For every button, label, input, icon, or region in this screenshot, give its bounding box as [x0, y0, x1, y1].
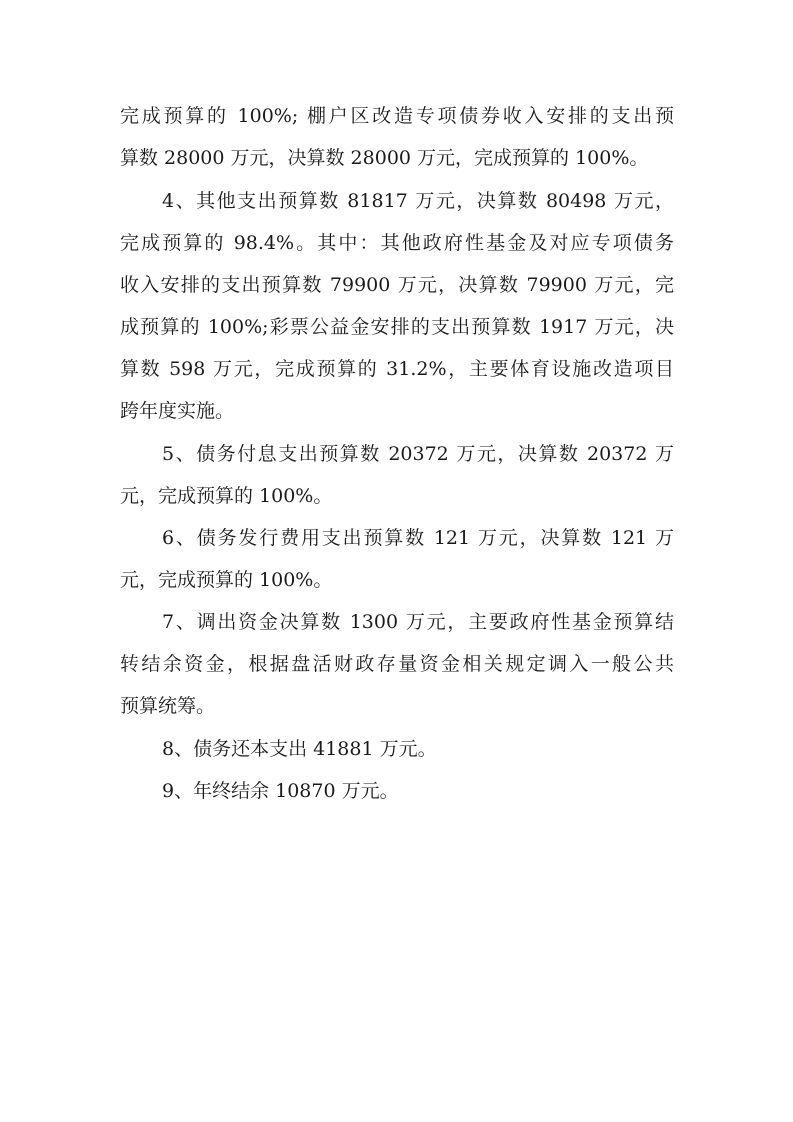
paragraph-9: 9、年终结余 10870 万元。 — [162, 780, 399, 802]
text-line: 元，完成预算的 100%。 — [120, 569, 333, 591]
text-line: 预算统筹。 — [120, 695, 216, 717]
text-line: 成预算的 100%;彩票公益金安排的支出预算数 1917 万元，决 — [120, 316, 674, 338]
text-line: 收入安排的支出预算数 79900 万元，决算数 79900 万元，完 — [120, 274, 674, 296]
text-line: 元，完成预算的 100%。 — [120, 485, 333, 507]
text-line: 完成预算的 98.4%。其中：其他政府性基金及对应专项债务 — [120, 232, 674, 254]
text-line: 算数 598 万元，完成预算的 31.2%，主要体育设施改造项目 — [120, 358, 674, 380]
text-line: 算数 28000 万元，决算数 28000 万元，完成预算的 100%。 — [120, 147, 649, 169]
paragraph-6-start: 6、债务发行费用支出预算数 121 万元，决算数 121 万 — [162, 527, 674, 549]
paragraph-7-start: 7、调出资金决算数 1300 万元，主要政府性基金预算结 — [162, 611, 674, 633]
paragraph-5-start: 5、债务付息支出预算数 20372 万元，决算数 20372 万 — [162, 443, 674, 465]
text-line: 转结余资金，根据盘活财政存量资金相关规定调入一般公共 — [120, 653, 674, 675]
paragraph-8: 8、债务还本支出 41881 万元。 — [162, 738, 437, 760]
paragraph-4-start: 4、其他支出预算数 81817 万元，决算数 80498 万元， — [162, 190, 674, 212]
text-line: 跨年度实施。 — [120, 400, 235, 422]
text-line: 完成预算的 100%; 棚户区改造专项债券收入安排的支出预 — [120, 105, 674, 127]
